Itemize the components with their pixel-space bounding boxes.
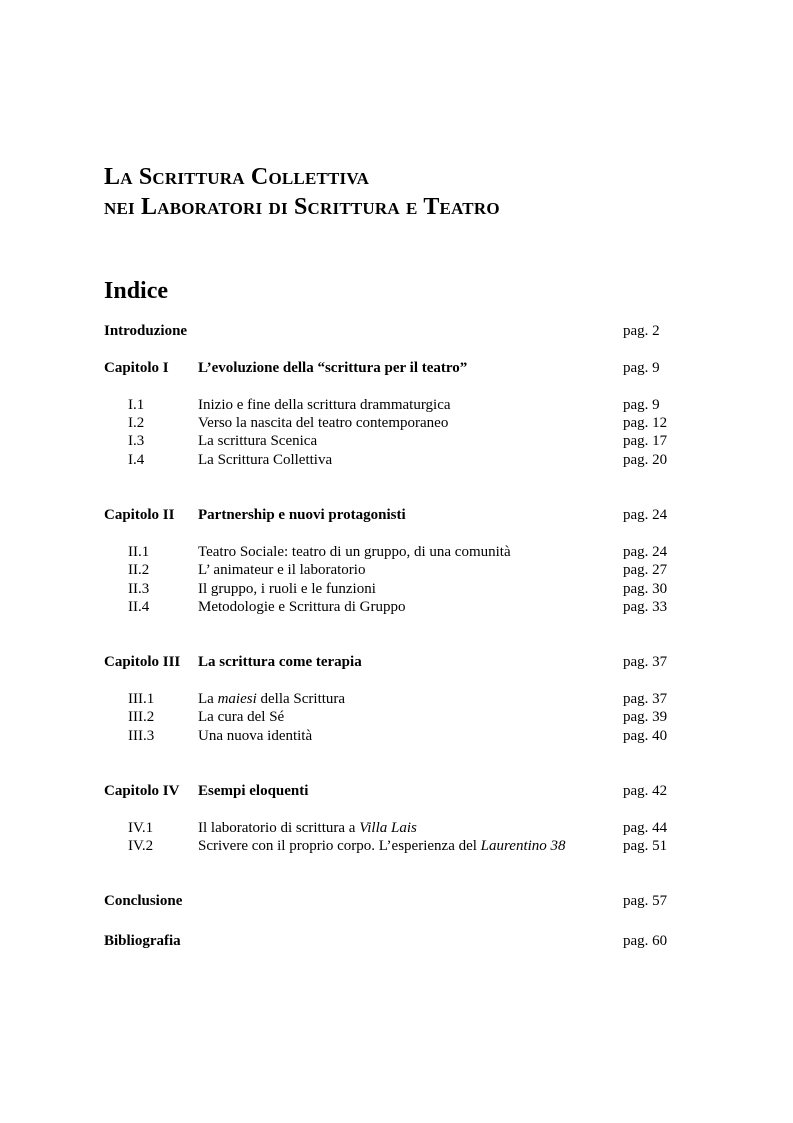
chapter-title: Esempi eloquenti	[198, 783, 309, 799]
section-title: Una nuova identità	[198, 728, 313, 744]
chapter-title: La scrittura come terapia	[198, 654, 362, 670]
section-page: pag. 39	[623, 709, 668, 725]
section-page: pag. 9	[623, 397, 660, 413]
chapter-page: pag. 42	[623, 783, 668, 799]
toc-section-3-2	[0, 709, 793, 729]
chapter-label: Capitolo II	[104, 507, 175, 523]
toc-section-2-2	[0, 562, 793, 582]
section-title-part: La	[198, 691, 218, 707]
section-number: III.3	[128, 728, 155, 744]
section-title: La cura del Sé	[198, 709, 285, 725]
toc-section-1-2	[0, 415, 793, 435]
section-number: IV.2	[128, 838, 154, 854]
section-title: Metodologie e Scrittura di Gruppo	[198, 599, 406, 615]
chapter-page: pag. 9	[623, 360, 660, 376]
section-title: Inizio e fine della scrittura drammaturgica	[198, 397, 451, 413]
section-page: pag. 12	[623, 415, 668, 431]
section-title: La scrittura Scenica	[198, 433, 318, 449]
section-title-part: Il laboratorio di scrittura a	[198, 820, 360, 836]
section-page: pag. 20	[623, 452, 668, 468]
toc-chapter-4	[0, 783, 793, 803]
toc-entry-introduction	[0, 323, 793, 343]
toc-section-2-1	[0, 544, 793, 564]
section-title	[198, 691, 345, 708]
section-page: pag. 33	[623, 599, 668, 615]
chapter-page: pag. 24	[623, 507, 668, 523]
section-number: II.2	[128, 562, 150, 578]
section-number: III.2	[128, 709, 155, 725]
toc-section-4-2	[0, 838, 793, 858]
toc-section-1-4	[0, 452, 793, 472]
section-number: III.1	[128, 691, 155, 707]
toc-entry-conclusion	[0, 893, 793, 913]
section-title-part: Scrivere con il proprio corpo. L’esperienza del	[198, 838, 481, 854]
section-number: I.3	[128, 433, 145, 449]
section-number: I.4	[128, 452, 145, 468]
section-number: II.4	[128, 599, 150, 615]
entry-page: pag. 60	[623, 933, 668, 949]
section-page: pag. 51	[623, 838, 668, 854]
section-number: IV.1	[128, 820, 154, 836]
chapter-label: Capitolo IV	[104, 783, 180, 799]
section-number: II.3	[128, 581, 150, 597]
section-title-italic: Villa Lais	[359, 820, 417, 836]
document-title-line-1: La Scrittura Collettiva	[104, 164, 370, 190]
section-title-italic: maiesi	[217, 691, 257, 707]
toc-section-2-3	[0, 581, 793, 601]
section-title	[198, 820, 417, 837]
entry-label: Conclusione	[104, 893, 183, 909]
entry-page: pag. 57	[623, 893, 668, 909]
entry-label: Bibliografia	[104, 933, 181, 949]
section-page: pag. 24	[623, 544, 668, 560]
toc-chapter-3	[0, 654, 793, 674]
section-number: I.1	[128, 397, 145, 413]
section-page: pag. 30	[623, 581, 668, 597]
toc-section-3-3	[0, 728, 793, 748]
section-title: Verso la nascita del teatro contemporaneo	[198, 415, 449, 431]
chapter-title: Partnership e nuovi protagonisti	[198, 507, 406, 523]
section-title: Il gruppo, i ruoli e le funzioni	[198, 581, 376, 597]
toc-chapter-1	[0, 360, 793, 380]
toc-section-1-1	[0, 397, 793, 417]
index-heading: Indice	[104, 278, 169, 304]
section-number: I.2	[128, 415, 145, 431]
entry-page: pag. 2	[623, 323, 660, 339]
section-title: L’ animateur e il laboratorio	[198, 562, 366, 578]
chapter-label: Capitolo III	[104, 654, 181, 670]
section-title	[198, 838, 566, 855]
toc-section-1-3	[0, 433, 793, 453]
toc-chapter-2	[0, 507, 793, 527]
toc-entry-bibliography	[0, 933, 793, 953]
section-page: pag. 37	[623, 691, 668, 707]
section-page: pag. 17	[623, 433, 668, 449]
section-page: pag. 40	[623, 728, 668, 744]
section-title-italic: Laurentino 38	[480, 838, 566, 854]
toc-section-3-1	[0, 691, 793, 711]
document-title-line-2: nei Laboratori di Scrittura e Teatro	[104, 194, 500, 220]
chapter-title: L’evoluzione della “scrittura per il teatro”	[198, 360, 468, 376]
chapter-label: Capitolo I	[104, 360, 169, 376]
section-title: Teatro Sociale: teatro di un gruppo, di una comunità	[198, 544, 511, 560]
chapter-page: pag. 37	[623, 654, 668, 670]
section-number: II.1	[128, 544, 150, 560]
section-page: pag. 27	[623, 562, 668, 578]
section-title: La Scrittura Collettiva	[198, 452, 333, 468]
toc-section-4-1	[0, 820, 793, 840]
section-title-part: della Scrittura	[256, 691, 346, 707]
section-page: pag. 44	[623, 820, 668, 836]
entry-label: Introduzione	[104, 323, 188, 339]
toc-section-2-4	[0, 599, 793, 619]
